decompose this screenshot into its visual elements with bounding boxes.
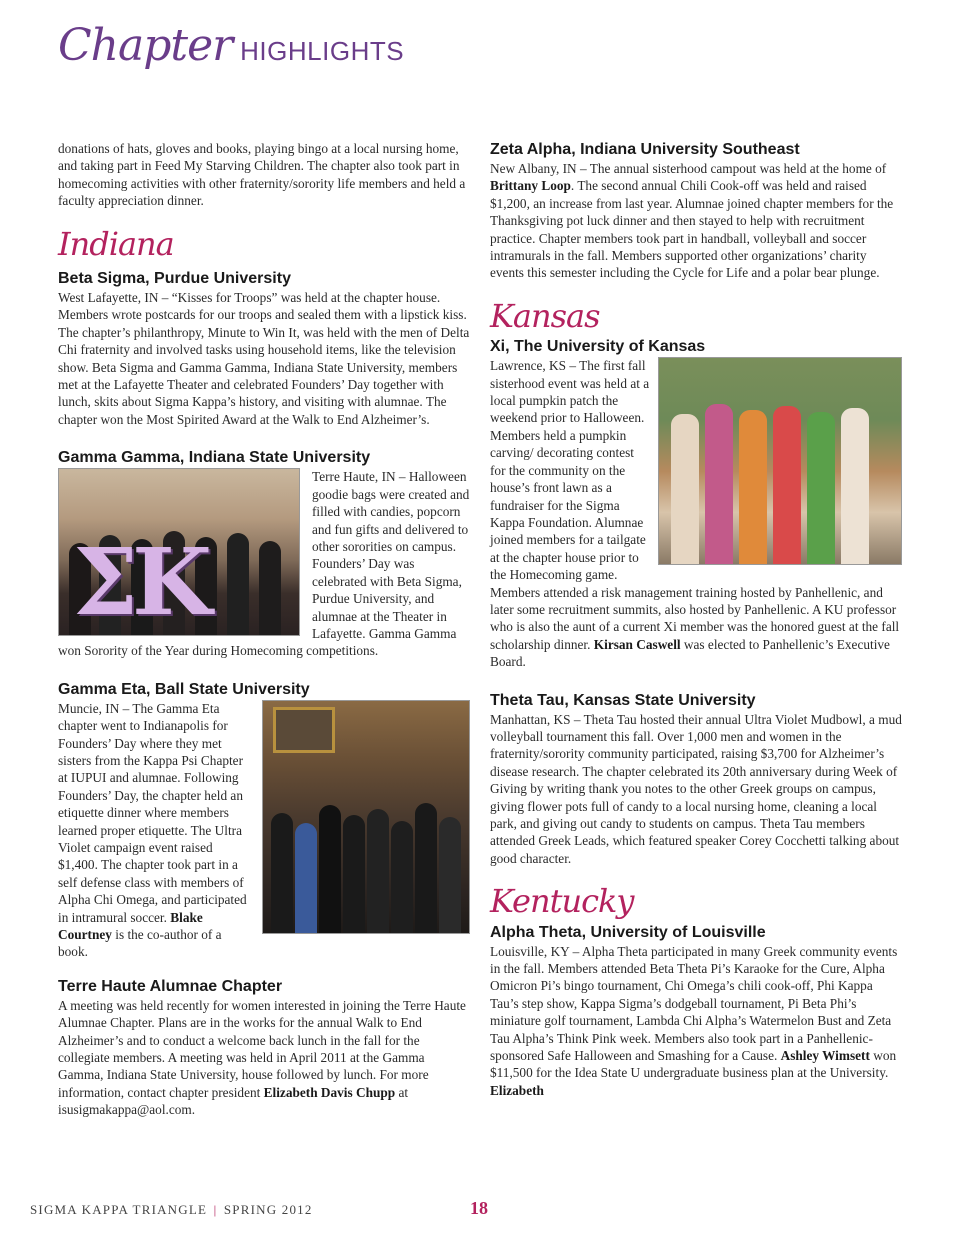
chapter-body-beta-sigma: West Lafayette, IN – “Kisses for Troops” was held at the chapter house. Members wrote postcards for our troops and sealed them with a lipstick kiss. The chapter’s philanthropy, Minute to Win It, was held with the men of Delta Chi fraternity and involved tasks using household items, like the television show. Beta Sigma and Gamma Gamma, Indiana State University, members met at the Lafayette Theater and celebrated Founders’ Day together with lunch, skits about Sigma Kappa’s history, and visiting with alumnae. The chapter won the Most Spirited Award at the Walk to End Alzheimer’s. [58, 290, 470, 427]
header-script-word: Chapter [58, 20, 233, 71]
chapter-title-zeta-alpha: Zeta Alpha, Indiana University Southeast [490, 141, 800, 158]
gamma-gamma-section [58, 468, 470, 659]
state-heading-kansas: Kansas [490, 296, 600, 335]
xi-bold-name: Kirsan Caswell [593, 636, 681, 652]
chapter-title-alpha-theta: Alpha Theta, University of Louisville [490, 923, 766, 941]
xi-section [490, 357, 902, 670]
chapter-title-beta-sigma: Beta Sigma, Purdue University [58, 270, 291, 288]
sigma-kappa-letters: ΣK [73, 528, 207, 637]
gamma-eta-section [58, 700, 470, 961]
chapter-title-gamma-gamma: Gamma Gamma, Indiana State University [58, 449, 371, 467]
chapter-body-terre-haute: A meeting was held recently for women interested in joining the Terre Haute Alumnae Chapter. Plans are in the works for the annual Walk to End Alzheimer’s and to conduct a welcome back lunch in the fall for the collegiate members. A meeting was held in April 2011 at the Gamma Gamma, Indiana State University, house followed by lunch. For more information, contact chapter president Elizabeth Davis Chupp at isusigmakappa@aol.com. [58, 997, 466, 1118]
chapter-title-terre-haute: Terre Haute Alumnae Chapter [58, 977, 283, 995]
state-heading-indiana: Indiana [58, 224, 174, 263]
left-column [58, 140, 470, 1119]
chapter-body-zeta-alpha: New Albany, IN – The annual sisterhood campout was held at the home of Brittany Loop. The second annual Chili Cook-off was held and raised $1,200, an increase from last year. Alumnae joined chapter members for the Thanksgiving pot luck dinner and then stayed to help with recruitment practice. Chapter members took part in handball, volleyball and soccer intramurals in the fall. Members supported other organizations’ charity events this semester including the Cycle for Life and a polar bear plunge. [490, 161, 894, 281]
header-caps-word: HIGHLIGHTS [240, 36, 405, 66]
state-heading-kentucky: Kentucky [490, 882, 634, 921]
chapter-title-theta-tau: Theta Tau, Kansas State University [490, 691, 756, 709]
xi-photo [658, 357, 902, 565]
page-header [58, 20, 404, 90]
alpha-theta-bold-name: Ashley Wimsett [780, 1048, 870, 1064]
publication-name: SIGMA KAPPA TRIANGLE [30, 1202, 208, 1217]
alpha-theta-bold-tail: Elizabeth [490, 1082, 544, 1098]
chapter-body-alpha-theta: Louisville, KY – Alpha Theta participated in many Greek community events in the fall. Members attended Beta Theta Pi’s Karaoke for the Cure, Alpha Omicron Pi’s bingo tournament, Chi Omega’s chili cook-off, Phi Kappa Tau’s step show, Kappa Sigma’s dodgeball tournament, Pi Beta Phi’s miniature golf tournament, Lambda Chi Alpha’s Watermelon Bust and Zeta Tau Alpha’s Think Pink week. Members also took part in a Panhellenic-sponsored Safe Halloween and Smashing for a Cause. Ashley Wimsett won $11,500 for the Idea State U undergraduate business plan at the University. Elizabeth [490, 943, 898, 1098]
chapter-body-gamma-eta: Muncie, IN – The Gamma Eta chapter went to Indianapolis for Founders’ Day where they met sisters from the Kappa Psi Chapter at IUPUI and alumnae. Following Founders’ Day, the chapter held an etiquette dinner where members learned proper etiquette. The Ultra Violet campaign event raised $1,400. The chapter took part in a self defense class with members of Alpha Chi Omega, and participated in intramural soccer. Blake Courtney is the co-author of a book. [58, 700, 247, 960]
gamma-eta-photo [262, 700, 470, 934]
intro-paragraph: donations of hats, gloves and books, playing bingo at a local nursing home, and taking part in Feed My Starving Children. The chapter also took part in homecoming activities with other fraternity/sorority life members and held a faculty appreciation dinner. [58, 141, 466, 209]
chapter-title-gamma-eta: Gamma Eta, Ball State University [58, 680, 310, 698]
terre-haute-bold-name: Elizabeth Davis Chupp [263, 1084, 396, 1100]
footer-separator: | [213, 1202, 218, 1217]
chapter-title-xi: Xi, The University of Kansas [490, 338, 706, 356]
gamma-eta-bold-name: Blake Courtney [58, 909, 203, 943]
chapter-body-theta-tau: Manhattan, KS – Theta Tau hosted their annual Ultra Violet Mudbowl, a mud volleyball tournament this fall. Over 1,000 men and women in the fraternity/sorority community participated, raising $3,700 for Alzheimer’s disease research. The chapter celebrated its 20th anniversary during Week of Giving by writing thank you notes to the other Greek groups on campus, giving flower pots full of candy to a local nursing home, cleaning a local park, and giving out candy to students on campus. Theta Tau members attended Greek Leads, which featured speaker Corey Cocchetti talking about good character. [490, 711, 902, 866]
issue-name: SPRING 2012 [223, 1202, 313, 1217]
page-number: 18 [470, 1198, 488, 1218]
page-footer [30, 1202, 313, 1218]
right-column [490, 140, 902, 1099]
chapter-body-gamma-gamma: Terre Haute, IN – Halloween goodie bags were created and filled with candies, popcorn and fun gifts and delivered to other sororities on campus. Founders’ Day was celebrated with Beta Sigma, Purdue University, and alumnae at the Theater in Lafayette. Gamma Gamma won Sorority of the Year during Homecoming competitions. [58, 469, 470, 659]
gamma-gamma-photo [58, 468, 300, 636]
zeta-alpha-bold-name: Brittany Loop [490, 178, 571, 194]
chapter-body-xi: Lawrence, KS – The first fall sisterhood event was held at a local pumpkin patch the weekend prior to Halloween. Members held a pumpkin carving/ decorating contest for the community on the house’s front lawn as a fundraiser for the Sigma Kappa Foundation. Alumnae joined members for a tailgate at the chapter house prior to the Homecoming game. Members attended a risk management training hosted by Panhellenic, and later some recruitment summits, also hosted by Panhellenic. A KU professor who is also the aunt of a current Xi member was the honored guest at the fall scholarship dinner. Kirsan Caswell was elected to Panhellenic’s Executive Board. [490, 358, 900, 670]
